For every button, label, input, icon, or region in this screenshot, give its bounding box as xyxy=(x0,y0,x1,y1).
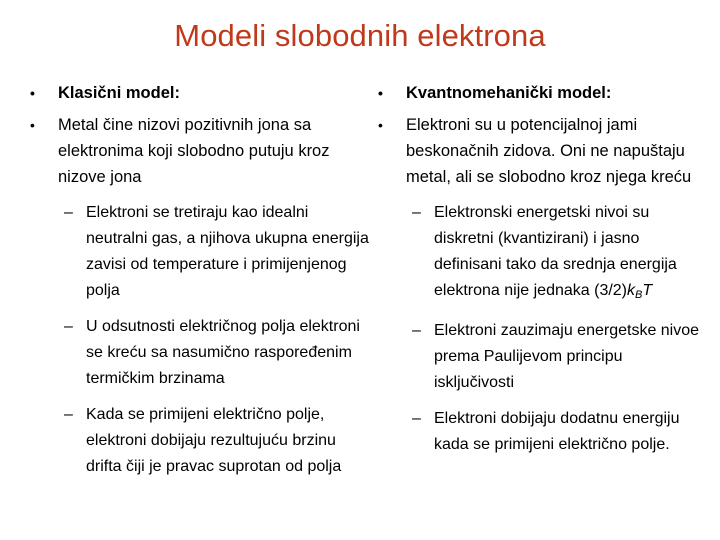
classical-subpoint-2 xyxy=(24,314,369,392)
point-text: Metal čine nizovi pozitivnih jona sa elektronima koji slobodno putuju kroz nizove jona xyxy=(58,116,330,186)
dash-icon: – xyxy=(64,204,73,221)
boltzmann-k: k xyxy=(627,282,636,299)
dash-icon: – xyxy=(412,204,421,221)
dash-icon: – xyxy=(412,322,421,339)
classical-model-column xyxy=(24,80,369,480)
point-text: Elektroni su u potencijalnoj jami beskonačnih zidova. Oni ne napuštaju metal, ali se slobodno kroz njega kreću xyxy=(406,116,692,186)
dash-icon: – xyxy=(412,410,421,427)
heading-text: Klasični model: xyxy=(58,84,180,102)
bullet-icon: • xyxy=(30,117,35,133)
subpoint-text: U odsutnosti električnog polja elektroni se kreću sa nasumično raspoređenim termičkim brzinama xyxy=(86,318,360,387)
subpoint-text: Elektroni dobijaju dodatnu energiju kada se primijeni električno polje. xyxy=(434,410,680,453)
bullet-icon: • xyxy=(378,117,383,133)
quantum-subpoint-1 xyxy=(372,200,702,308)
quantum-subpoint-3 xyxy=(372,406,702,458)
subpoint-text: Elektroni se tretiraju kao idealni neutralni gas, a njihova ukupna energija zavisi od temperature i primijenjenog polja xyxy=(86,204,369,299)
slide-title: Modeli slobodnih elektrona xyxy=(174,18,546,53)
subpoint-text: Elektroni zauzimaju energetske nivoe prema Paulijevom principu isključivosti xyxy=(434,322,700,391)
heading-text: Kvantnomehanički model: xyxy=(406,84,612,102)
subpoint-text: Elektronski energetski nivoi su diskretni (kvantizirani) i jasno definisani tako da srednja energija elektrona nije jednaka (3/2) xyxy=(434,204,677,299)
classical-model-heading xyxy=(24,80,369,106)
subscript-b: B xyxy=(635,289,643,301)
classical-subpoint-3 xyxy=(24,402,369,480)
subpoint-text: Kada se primijeni električno polje, elektroni dobijaju rezultujuću brzinu drifta čiji je pravac suprotan od polja xyxy=(86,406,342,475)
quantum-model-point xyxy=(372,112,702,190)
dash-icon: – xyxy=(64,318,73,335)
quantum-model-column xyxy=(372,80,702,458)
classical-subpoint-1 xyxy=(24,200,369,304)
classical-model-point xyxy=(24,112,369,190)
bullet-icon: • xyxy=(378,85,383,101)
bullet-icon: • xyxy=(30,85,35,101)
quantum-model-heading xyxy=(372,80,702,106)
quantum-subpoint-2 xyxy=(372,318,702,396)
dash-icon: – xyxy=(64,406,73,423)
temperature-t: T xyxy=(642,282,653,299)
